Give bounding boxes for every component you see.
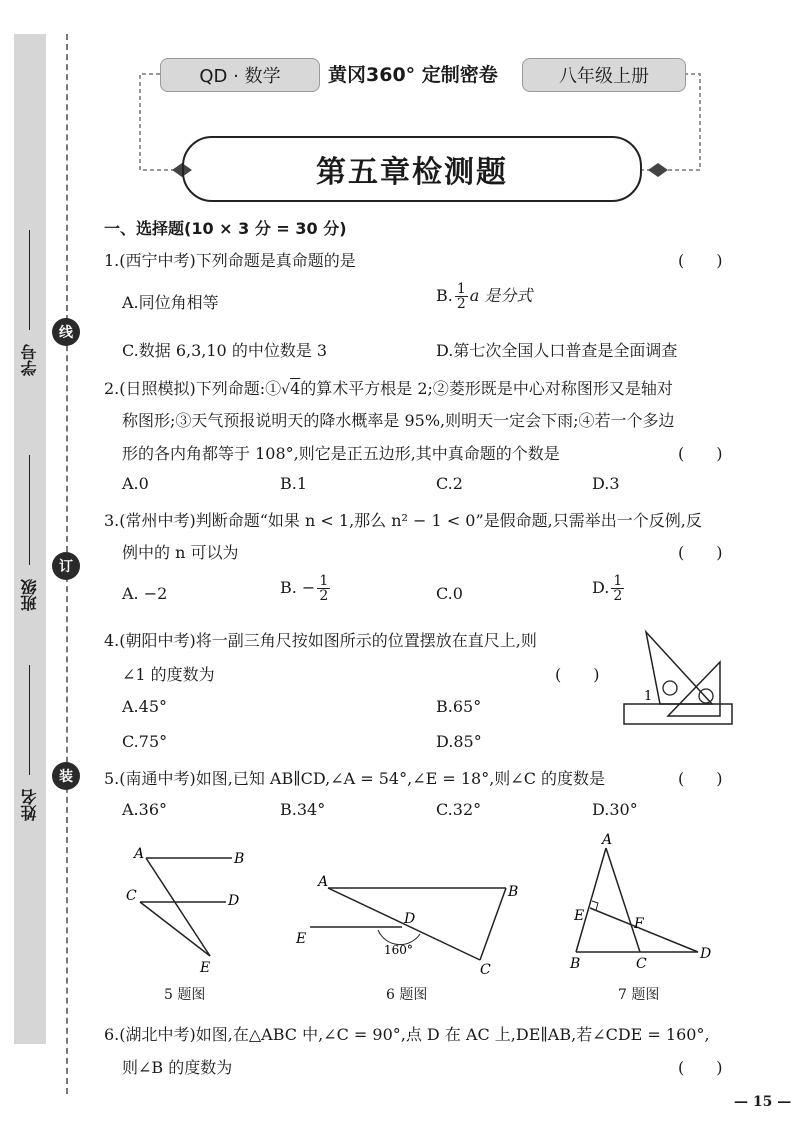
- svg-text:B: B: [234, 851, 245, 867]
- q6-line1: 6.(湖北中考)如图,在△ABC 中,∠C = 90°,点 D 在 AC 上,DE∥AB,若∠CDE = 160°,: [104, 1025, 710, 1044]
- q5-option-b: B.34°: [280, 800, 326, 819]
- svg-text:C: C: [636, 956, 647, 972]
- name-line: [29, 665, 30, 775]
- figure-5: [120, 838, 260, 978]
- svg-text:D: D: [404, 911, 416, 927]
- brand-text: 黄冈360° 定制密卷: [328, 64, 498, 86]
- figure-5-caption: 5 题图: [164, 987, 206, 1003]
- q2-option-a: A.0: [122, 474, 149, 493]
- q6-answer-paren: ( ): [678, 1058, 723, 1077]
- q2-option-b: B.1: [280, 474, 308, 493]
- binding-mark-ding: 订: [52, 552, 80, 580]
- q3-line1: 3.(常州中考)判断命题“如果 n < 1,那么 n² − 1 < 0”是假命题,只需举出一个反例,反: [104, 511, 702, 530]
- q4-option-c: C.75°: [122, 732, 168, 751]
- figure-6-caption: 6 题图: [386, 987, 428, 1003]
- q5-option-c: C.32°: [436, 800, 482, 819]
- q1-option-c: C.数据 6,3,10 的中位数是 3: [122, 341, 328, 360]
- figure-7: [562, 828, 722, 978]
- svg-text:B: B: [570, 956, 581, 972]
- q3-line2: 例中的 n 可以为: [122, 543, 239, 562]
- q5-stem: 5.(南通中考)如图,已知 AB∥CD,∠A = 54°,∠E = 18°,则∠C 的度数是: [104, 769, 606, 788]
- svg-text:D: D: [700, 946, 712, 962]
- binding-mark-zhuang: 装: [52, 762, 80, 790]
- q3-option-d: D. $\frac{1}{2}$: [592, 573, 623, 604]
- q5-option-d: D.30°: [592, 800, 638, 819]
- subject-badge: QD · 数学: [160, 58, 320, 92]
- q4-option-b: B.65°: [436, 697, 482, 716]
- q2-option-c: C.2: [436, 474, 463, 493]
- q4-option-a: A.45°: [122, 697, 167, 716]
- page-title: 第五章检测题: [182, 136, 642, 202]
- q2-answer-paren: ( ): [678, 444, 723, 463]
- svg-text:C: C: [480, 962, 491, 978]
- svg-text:E: E: [200, 960, 211, 976]
- binding-mark-xian: 线: [52, 318, 80, 346]
- q1-option-a: A.同位角相等: [122, 293, 219, 312]
- figure-7-caption: 7 题图: [618, 987, 660, 1003]
- q3-option-c: C.0: [436, 584, 463, 603]
- svg-text:F: F: [634, 916, 644, 932]
- svg-text:E: E: [574, 908, 585, 924]
- svg-text:E: E: [296, 931, 307, 947]
- q4-line2: ∠1 的度数为: [122, 665, 215, 684]
- svg-text:A: A: [602, 832, 613, 848]
- name-label: 姓名: [20, 789, 39, 821]
- q3-answer-paren: ( ): [678, 543, 723, 562]
- svg-text:D: D: [228, 893, 240, 909]
- q5-option-a: A.36°: [122, 800, 167, 819]
- q6-line2: 则∠B 的度数为: [122, 1058, 233, 1077]
- q4-option-d: D.85°: [436, 732, 482, 751]
- figure-6: [292, 868, 532, 978]
- q1-option-b: B. $\frac{1}{2}$ a 是分式: [436, 281, 533, 312]
- q3-option-a: A. −2: [122, 584, 168, 603]
- q5-answer-paren: ( ): [678, 769, 723, 788]
- q2-option-d: D.3: [592, 474, 620, 493]
- q4-figure: [620, 628, 740, 728]
- q2-line1: 2.(日照模拟)下列命题:①√4的算术平方根是 2;②菱形既是中心对称图形又是轴对: [104, 379, 673, 398]
- class-label: 班级: [20, 579, 39, 611]
- class-line: [29, 455, 30, 565]
- page-number: — 15 —: [734, 1094, 792, 1110]
- q1-option-d: D.第七次全国人口普查是全面调查: [436, 341, 678, 360]
- svg-text:A: A: [134, 846, 145, 862]
- q2-line3: 形的各内角都等于 108°,则它是正五边形,其中真命题的个数是: [122, 444, 560, 463]
- student-id-label: 学号: [20, 344, 39, 376]
- q4-line1: 4.(朝阳中考)将一副三角尺按如图所示的位置摆放在直尺上,则: [104, 631, 537, 650]
- svg-text:B: B: [508, 884, 519, 900]
- q1-stem: 1.(西宁中考)下列命题是真命题的是: [104, 251, 356, 270]
- q3-option-b: B. − $\frac{1}{2}$: [280, 573, 329, 604]
- svg-text:C: C: [126, 888, 137, 904]
- q4-angle-label: 1: [644, 689, 653, 704]
- q4-answer-paren: ( ): [555, 665, 600, 684]
- q2-line2: 称图形;③天气预报说明天的降水概率是 95%,则明天一定会下雨;④若一个多边: [122, 411, 675, 430]
- grade-badge: 八年级上册: [522, 58, 686, 92]
- section-heading: 一、选择题(10 × 3 分 = 30 分): [104, 219, 347, 238]
- figure-6-angle: 160°: [384, 943, 413, 957]
- svg-text:A: A: [318, 874, 329, 890]
- q1-answer-paren: ( ): [678, 251, 723, 270]
- student-id-line: [29, 230, 30, 330]
